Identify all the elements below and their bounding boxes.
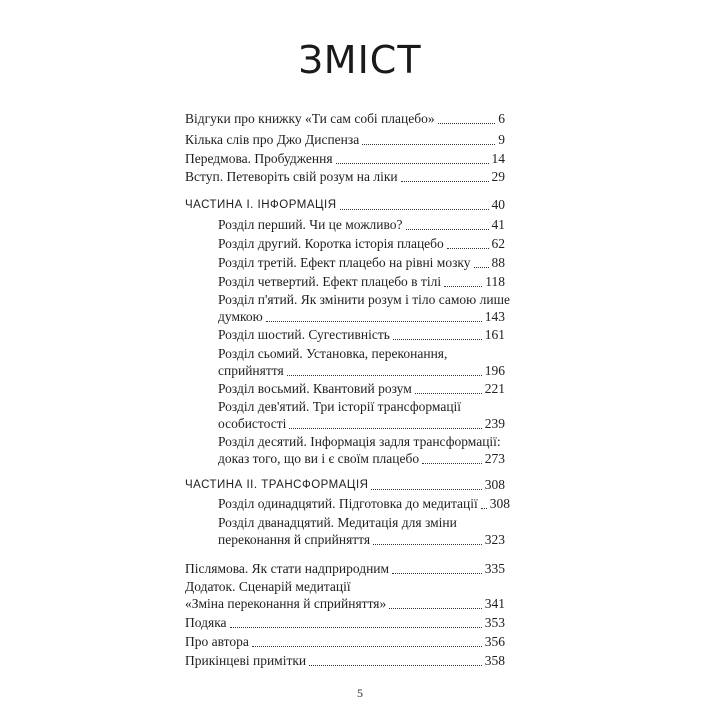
toc-entry-title: Розділ другий. Коротка історія плацебо — [218, 236, 444, 251]
toc-entry-page: 308 — [484, 477, 505, 492]
toc-entry — [185, 110, 505, 128]
dot-leader — [230, 626, 482, 628]
toc-entry-title: Розділ п'ятий. Як змінити розум і тіло самою лише — [218, 292, 510, 307]
toc-entry — [218, 216, 505, 234]
dot-leader — [406, 228, 489, 230]
toc-entry — [218, 235, 505, 253]
toc-entry-page: 273 — [484, 451, 505, 466]
toc-entry-page: 335 — [484, 561, 505, 576]
toc-entry — [185, 595, 505, 613]
dot-leader — [340, 208, 489, 210]
dot-leader — [252, 645, 482, 647]
toc-entry-title: Розділ перший. Чи це можливо? — [218, 217, 403, 232]
toc-entry-page: 9 — [498, 132, 505, 147]
toc-entry-page: 6 — [498, 111, 505, 126]
toc-entry-title: Передмова. Пробудження — [185, 151, 333, 166]
toc-entry-title: Розділ сьомий. Установка, переконання, — [218, 346, 448, 361]
dot-leader — [389, 607, 481, 609]
toc-entry-page: 323 — [484, 532, 505, 547]
toc-entry-title: Розділ десятий. Інформація задля трансформації: — [218, 434, 501, 449]
toc-entry-page: 196 — [484, 363, 505, 378]
dot-leader — [309, 664, 482, 666]
toc-entry-title: Розділ шостий. Сугестивність — [218, 327, 390, 342]
toc-entry — [218, 308, 505, 326]
toc-entry-page: 221 — [484, 381, 505, 396]
dot-leader — [287, 374, 482, 376]
toc-entry — [218, 254, 505, 272]
toc-entry-first-line — [218, 514, 505, 532]
toc-entry-title: Відгуки про книжку «Ти сам собі плацебо» — [185, 111, 435, 126]
toc-entry — [218, 380, 505, 398]
dot-leader — [474, 266, 489, 268]
toc-entry — [185, 652, 505, 670]
dot-leader — [362, 143, 495, 145]
toc-entry-title: Розділ четвертий. Ефект плацебо в тілі — [218, 274, 442, 289]
toc-entry-title: Вступ. Петеворіть свій розум на ліки — [185, 169, 398, 184]
toc-entry-title: Розділ дев'ятий. Три історії трансформації — [218, 399, 462, 414]
toc-entry-title: особистості — [218, 416, 287, 431]
toc-entry-page: 358 — [484, 653, 505, 668]
dot-leader — [401, 180, 489, 182]
dot-leader — [392, 572, 482, 574]
dot-leader — [266, 320, 482, 322]
toc-entry — [218, 450, 505, 468]
toc-entry-title: Післямова. Як стати надприродним — [185, 561, 390, 576]
toc-entry-page: 29 — [491, 169, 505, 184]
toc-entry — [185, 614, 505, 632]
dot-leader — [373, 543, 482, 545]
toc-entry — [218, 531, 505, 549]
page-number: 5 — [357, 686, 363, 700]
toc-part-heading — [185, 196, 505, 214]
toc-entry-page: 239 — [484, 416, 505, 431]
toc-entry-page: 356 — [484, 634, 505, 649]
toc-entry-page: 41 — [491, 217, 505, 232]
toc-part-heading — [185, 476, 505, 494]
toc-entry-title: ЧАСТИНА І. ІНФОРМАЦІЯ — [185, 199, 337, 211]
toc-entry-first-line — [218, 345, 505, 363]
toc-entry-page: 62 — [491, 236, 505, 251]
toc-entry-page: 40 — [491, 197, 505, 212]
toc-entry — [218, 415, 505, 433]
toc-entry-title: сприйняття — [218, 363, 284, 378]
toc-entry-title: Розділ дванадцятий. Медитація для зміни — [218, 515, 457, 530]
toc-entry-title: Про автора — [185, 634, 249, 649]
dot-leader — [447, 247, 489, 249]
toc-entry-page: 353 — [484, 615, 505, 630]
toc-entry-page: 88 — [491, 255, 505, 270]
toc-entry — [185, 131, 505, 149]
dot-leader — [438, 122, 496, 124]
dot-leader — [422, 462, 482, 464]
toc-entry-page: 161 — [484, 327, 505, 342]
toc-entry — [185, 150, 505, 168]
toc-entry-title: Розділ одинадцятий. Підготовка до медитації — [218, 496, 478, 511]
dot-leader — [289, 427, 481, 429]
toc-entry-page: 143 — [484, 309, 505, 324]
toc-entry — [218, 326, 505, 344]
toc-entry-page: 308 — [489, 496, 510, 511]
toc-entry-title: Прикінцеві примітки — [185, 653, 307, 668]
dot-leader — [336, 162, 489, 164]
dot-leader — [481, 507, 487, 509]
toc-entry-title: думкою — [218, 309, 263, 324]
toc-entry — [218, 495, 510, 513]
dot-leader — [444, 285, 482, 287]
toc-entry-first-line — [218, 433, 505, 451]
toc-entry — [218, 273, 505, 291]
toc-entry-title: Розділ третій. Ефект плацебо на рівні мозку — [218, 255, 471, 270]
toc-entry-title: Кілька слів про Джо Диспенза — [185, 132, 360, 147]
toc-entry-first-line — [218, 398, 505, 416]
toc-entry-first-line — [218, 291, 510, 309]
page-title: ЗМІСТ — [298, 38, 422, 82]
toc-entry-title: Розділ восьмий. Квантовий розум — [218, 381, 412, 396]
toc-entry-first-line — [185, 578, 505, 596]
toc-entry-page: 341 — [484, 596, 505, 611]
toc-entry-title: Подяка — [185, 615, 227, 630]
toc-entry-title: доказ того, що ви і є своїм плацебо — [218, 451, 420, 466]
toc-entry — [185, 633, 505, 651]
toc-entry-title: «Зміна переконання й сприйняття» — [185, 596, 387, 611]
dot-leader — [415, 392, 482, 394]
toc-entry-title: ЧАСТИНА ІІ. ТРАНСФОРМАЦІЯ — [185, 479, 369, 491]
toc-entry-title: Додаток. Сценарій медитації — [185, 579, 351, 594]
toc-entry — [218, 362, 505, 380]
toc-entry — [185, 168, 505, 186]
toc-entry — [185, 560, 505, 578]
toc-entry-page: 118 — [485, 274, 505, 289]
toc-entry-page: 14 — [491, 151, 505, 166]
dot-leader — [371, 488, 481, 490]
toc-entry-title: переконання й сприйняття — [218, 532, 371, 547]
dot-leader — [393, 338, 482, 340]
